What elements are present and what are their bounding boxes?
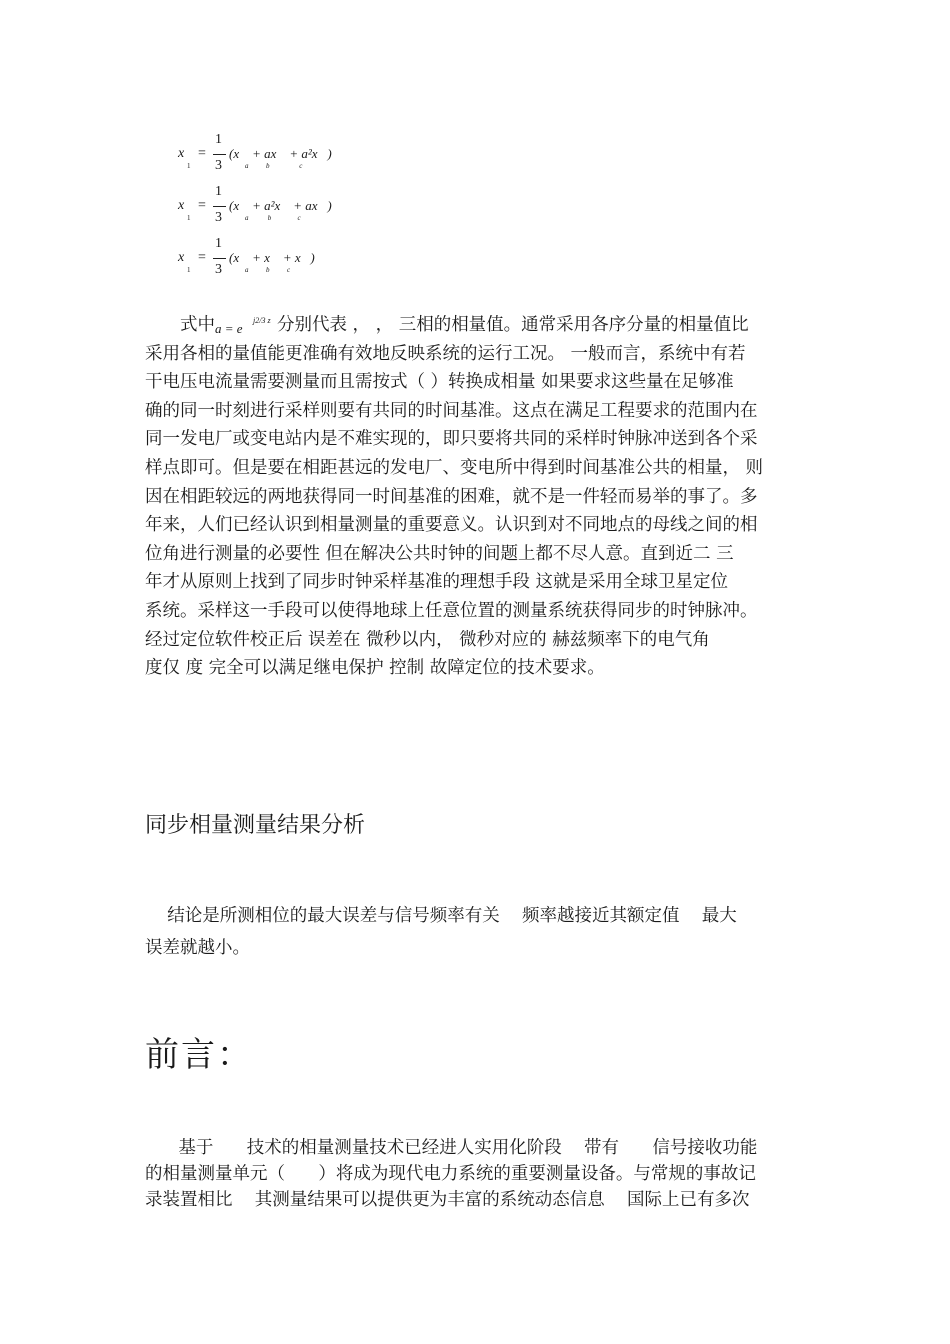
formula-lhs: x bbox=[178, 250, 185, 265]
paragraph-line: 位角进行测量的必要性 但在解决公共时钟的间题上都不尽人意。直到近二 三 bbox=[145, 543, 734, 564]
formula-subscripts: a b c bbox=[245, 266, 291, 274]
paragraph-line: 误差就越小。 bbox=[145, 938, 250, 958]
paragraph-line: 基于 技术的相量测量技术已经进人实用化阶段 带有 信号接收功能 bbox=[145, 1138, 758, 1158]
formula-fraction bbox=[213, 184, 227, 230]
fraction-denominator: 3 bbox=[215, 158, 222, 173]
paragraph-line: 系统。采样这一手段可以使得地球上任意位置的测量系统获得同步的时钟脉冲。 bbox=[145, 600, 758, 621]
formula-body: (x + a²x + ax ) bbox=[229, 198, 332, 213]
formula-equals: = bbox=[198, 146, 206, 161]
paragraph-line: 年才从原则上找到了同步时钟采样基准的理想手段 这就是采用全球卫星定位 bbox=[145, 572, 729, 593]
paragraph-line: 样点即可。但是要在相距甚远的发电厂、变电所中得到时间基准公共的相量， 则 bbox=[145, 457, 764, 478]
body-paragraph bbox=[145, 311, 815, 683]
formula-equals: = bbox=[198, 250, 206, 265]
inline-formula bbox=[215, 311, 277, 336]
paragraph-line: 度仅 度 完全可以满足继电保护 控制 故障定位的技术要求。 bbox=[145, 658, 605, 679]
fraction-numerator: 1 bbox=[215, 236, 222, 251]
paragraph-line-text: 分别代表 ， ， 三相的相量值。通常采用各序分量的相量值比 bbox=[277, 315, 749, 335]
paragraph-line: 录装置相比 其测量结果可以提供更为丰富的系统动态信息 国际上已有多次 bbox=[145, 1190, 750, 1210]
paragraph-line: 年来，人们已经认识到相量测量的重要意义。认识到对不同地点的母线之间的相 bbox=[145, 515, 758, 536]
paragraph-line: 结论是所测相位的最大误差与信号频率有关 频率越接近其额定值 最大 bbox=[145, 906, 737, 926]
paragraph-line: 经过定位软件校正后 误差在 微秒以内， 微秒对应的 赫兹频率下的电气角 bbox=[145, 629, 710, 650]
section-heading: 同步相量测量结果分析 bbox=[145, 813, 366, 838]
formula-equals: = bbox=[198, 198, 206, 213]
formula-3 bbox=[178, 236, 438, 286]
formula-1 bbox=[178, 132, 438, 182]
formula-lhs-sub: 1 bbox=[187, 214, 191, 222]
fraction-numerator: 1 bbox=[215, 132, 222, 147]
formula-subscripts: a b c bbox=[245, 214, 301, 222]
inline-formula-exponent: j2/3 z bbox=[253, 316, 271, 325]
formula-fraction bbox=[213, 132, 227, 178]
inline-formula-base: a = e bbox=[215, 321, 243, 336]
intro-paragraph bbox=[145, 1135, 815, 1213]
paragraph-line: 确的同一时刻进行采样则要有共同的时间基准。这点在满足工程要求的范围内在 bbox=[145, 400, 758, 421]
formula-lhs: x bbox=[178, 198, 185, 213]
paragraph-line: 采用各相的量值能更准确有效地反映系统的运行工况。 一般而言，系统中有若 bbox=[145, 343, 746, 364]
fraction-bar bbox=[213, 154, 226, 155]
formula-lhs: x bbox=[178, 146, 185, 161]
paragraph-line: 的相量测量单元（ ）将成为现代电力系统的重要测量设备。与常规的事故记 bbox=[145, 1164, 756, 1184]
formula-body: (x + ax + a²x ) bbox=[229, 146, 332, 161]
preface-heading: 前言： bbox=[145, 1035, 253, 1075]
fraction-numerator: 1 bbox=[215, 184, 222, 199]
fraction-bar bbox=[213, 206, 226, 207]
conclusion-paragraph bbox=[145, 900, 815, 964]
formula-lhs-sub: 1 bbox=[187, 162, 191, 170]
paragraph-line: 同一发电厂或变电站内是不难实现的，即只要将共同的采样时钟脉冲送到各个采 bbox=[145, 429, 758, 450]
formula-lhs-sub: 1 bbox=[187, 266, 191, 274]
fraction-denominator: 3 bbox=[215, 210, 222, 225]
fraction-bar bbox=[213, 258, 226, 259]
paragraph-lead: 式中 bbox=[180, 315, 215, 335]
paragraph-line: 干电压电流量需要测量而且需按式（ ）转换成相量 如果要求这些量在足够准 bbox=[145, 372, 734, 393]
formula-body: (x + x + x ) bbox=[229, 250, 315, 265]
formula-subscripts: a b c bbox=[245, 162, 303, 170]
paragraph-line: 因在相距较远的两地获得同一时间基准的困难，就不是一件轻而易举的事了。多 bbox=[145, 486, 758, 507]
formula-2 bbox=[178, 184, 438, 234]
paragraph-line bbox=[145, 311, 815, 340]
formula-fraction bbox=[213, 236, 227, 282]
fraction-denominator: 3 bbox=[215, 262, 222, 277]
